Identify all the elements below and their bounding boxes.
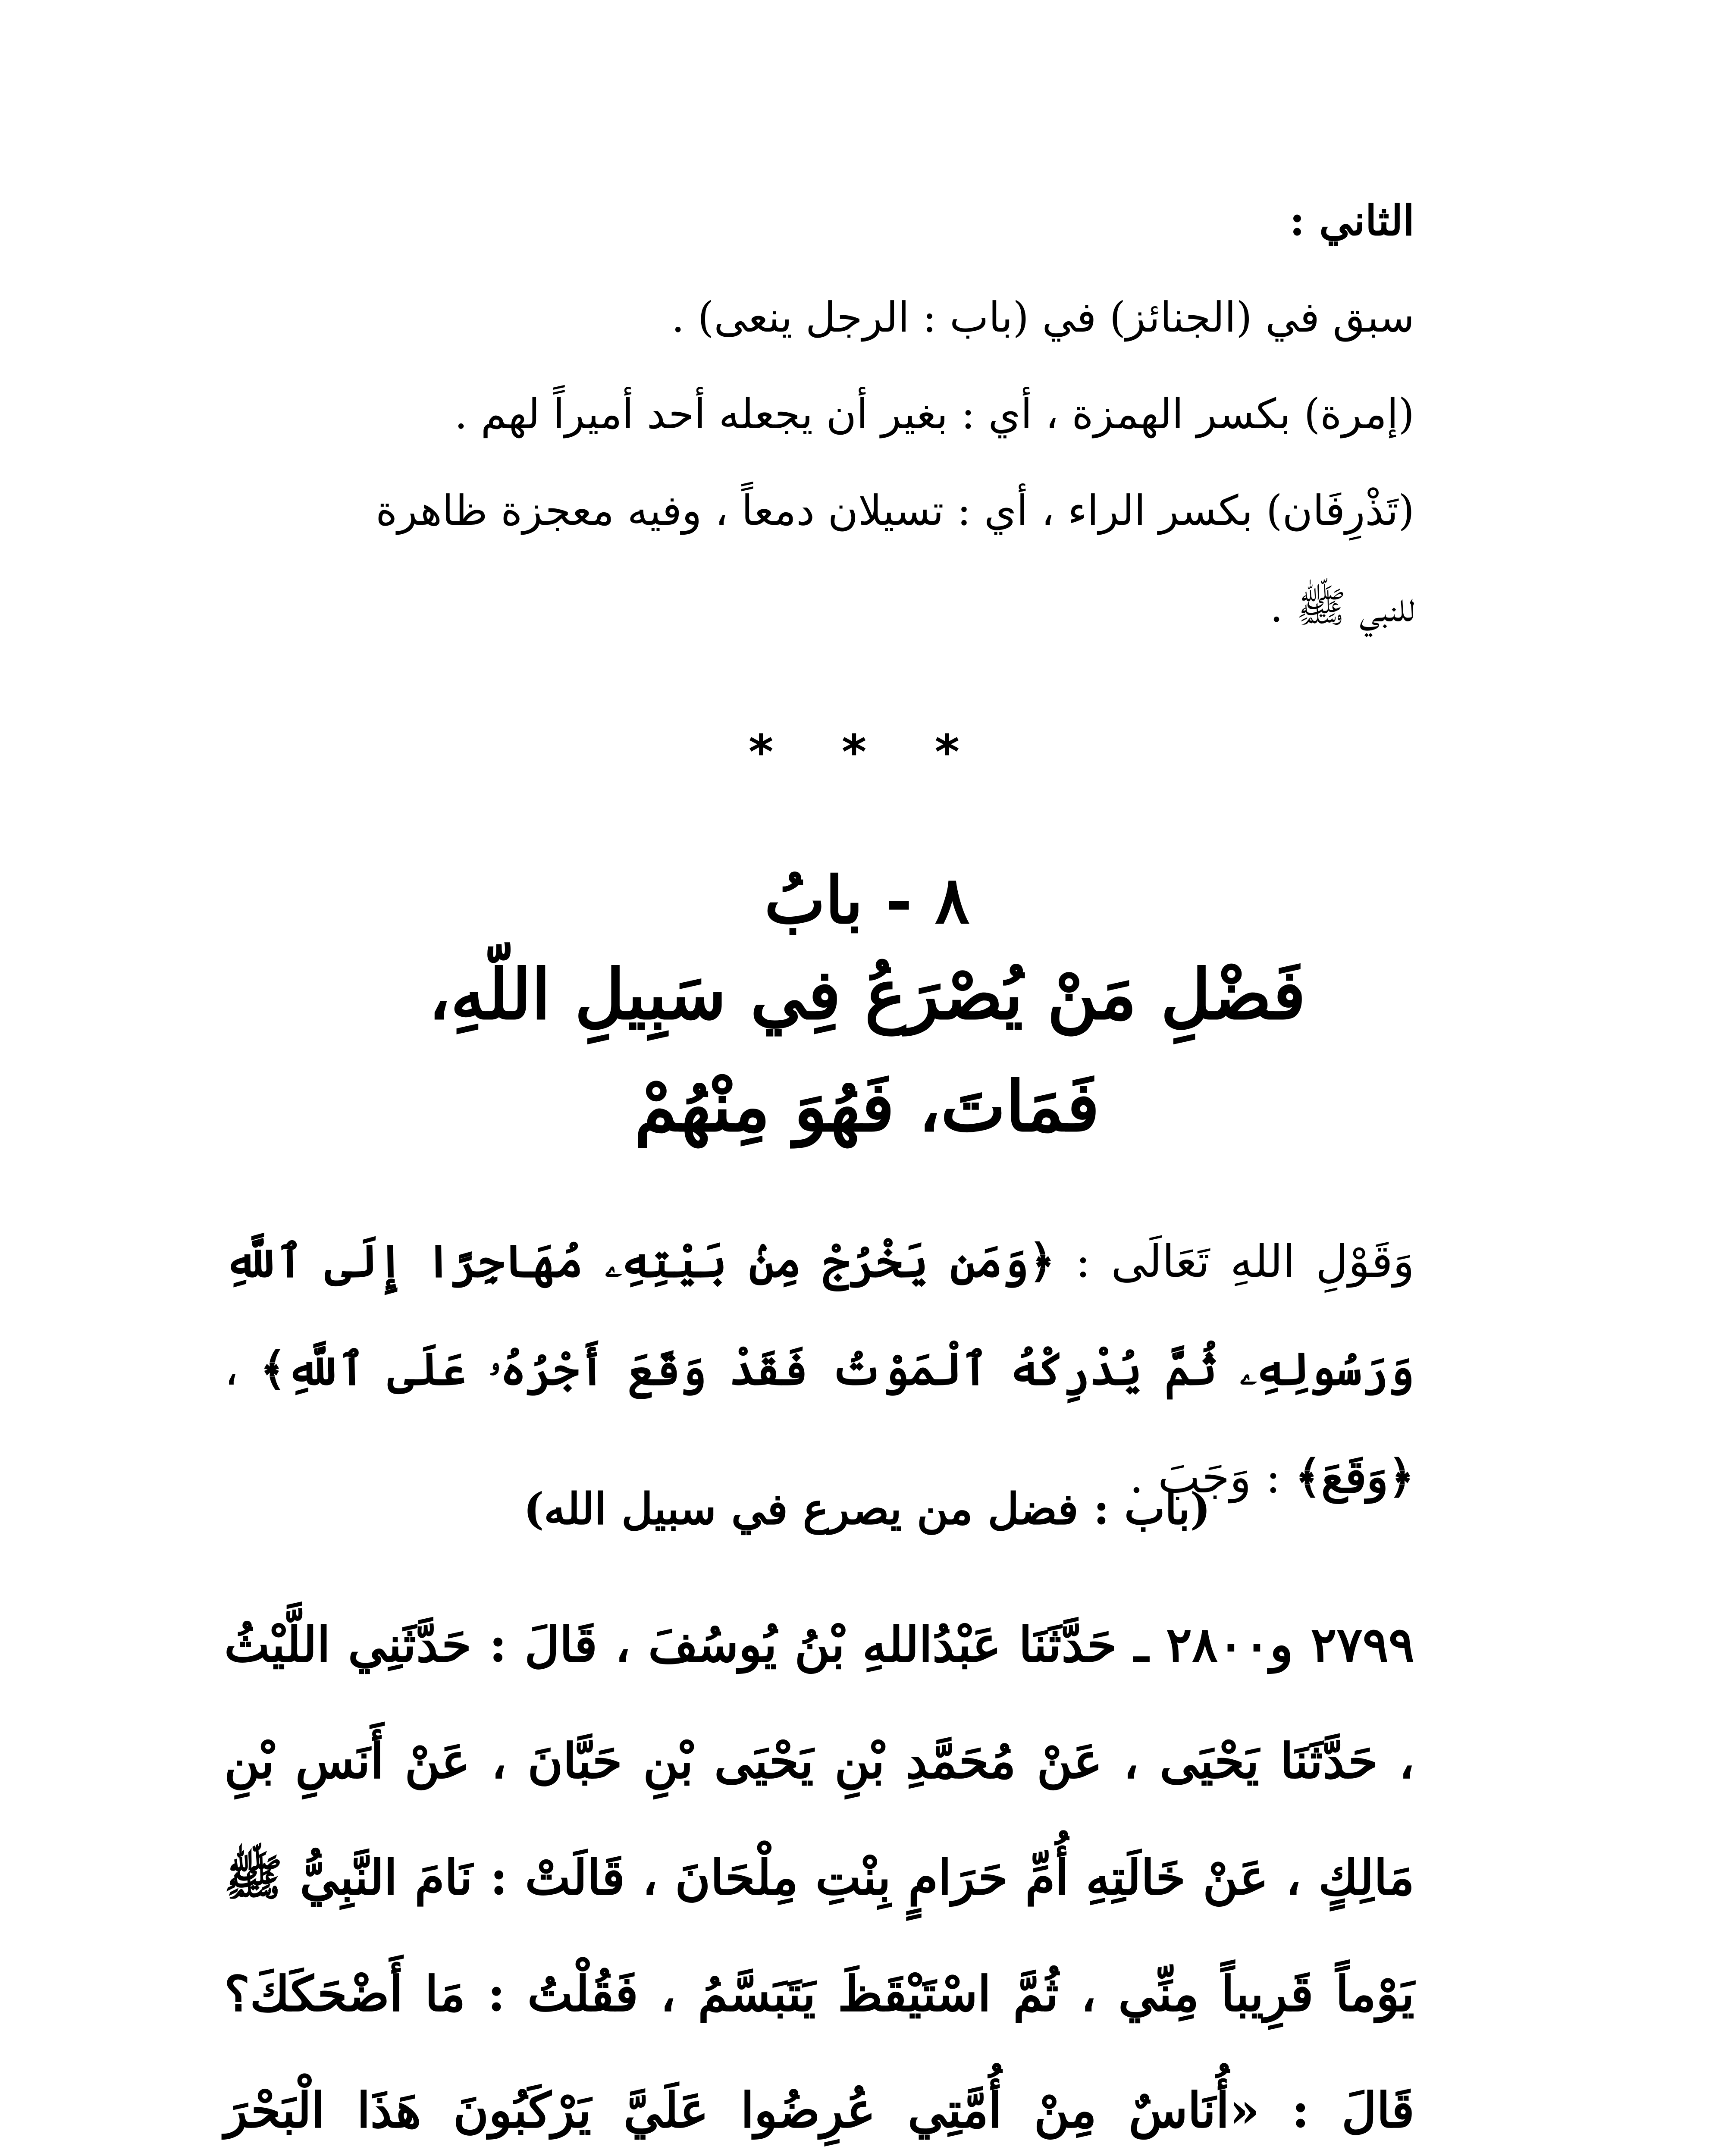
chapter-title-line-1: فَضْلِ مَنْ يُصْرَعُ فِي سَبِيلِ اللّهِ، [428, 954, 1306, 1035]
note-line: (تَذْرِفَان) بكسر الراء ، أي : تسيلان دمعاً ، وفيه معجزة ظاهرة [376, 486, 1414, 535]
chapter-heading [0, 862, 1734, 1163]
note-line: (إمرة) بكسر الهمزة ، أي : بغير أن يجعله أحد أميراً لهم . [454, 390, 1414, 438]
chapter-number: ٨ - بابُ [764, 862, 970, 938]
notes-section [224, 172, 1414, 655]
note-line: سبق في (الجنائز) في (باب : الرجل ينعى) . [671, 293, 1414, 342]
note-line: للنبي ﷺ . [1270, 583, 1414, 631]
quran-verse-paragraph [224, 1207, 1414, 1531]
quran-word: ﴿وَقَعَ﴾ [1295, 1450, 1414, 1503]
verse-separator: ، [224, 1343, 239, 1395]
section-separator: * * * [748, 724, 986, 780]
section-subtitle: (باب : فضل من يصرع في سبيل الله) [523, 1483, 1211, 1534]
quran-quote: ﴿وَمَن يَخْرُجْ مِنۢ بَيْتِهِۦ مُهَاجِرًا إِلَى ٱللَّهِ وَرَسُولِهِۦ ثُمَّ يُدْرِكْهُ ٱلْمَوْتُ فَقَدْ وَقَعَ أَجْرُهُۥ عَلَى ٱللَّهِ﴾ [224, 1235, 1414, 1395]
notes-title: الثاني : [1289, 196, 1414, 245]
word-meaning: : وَجَبَ . [1129, 1451, 1281, 1503]
hadith-paragraph: ٢٧٩٩ و٢٨٠٠ ـ حَدَّثَنَا عَبْدُاللهِ بْنُ يُوسُفَ ، قَالَ : حَدَّثَنِي اللَّيْثُ ، حَدَّثَنَا يَحْيَى ، عَنْ مُحَمَّدِ بْنِ يَحْيَى بْنِ حَبَّانَ ، عَنْ أَنَسِ بْنِ مَالِكٍ ، عَنْ خَالَتِهِ أُمِّ حَرَامٍ بِنْتِ مِلْحَانَ ، قَالَتْ : نَامَ النَّبِيُّ ﷺ يَوْماً قَرِيباً مِنِّي ، ثُمَّ اسْتَيْقَظَ يَتَبَسَّمُ ، فَقُلْتُ : مَا أَضْحَكَكَ؟ قَالَ : «أُنَاسٌ مِنْ أُمَّتِي عُرِضُوا عَلَيَّ يَرْكَبُونَ هَذَا الْبَحْرَ [224, 1617, 1415, 2139]
chapter-title-line-2: فَمَاتَ، فَهُوَ مِنْهُمْ [634, 1066, 1100, 1147]
verse-intro: وَقَوْلِ اللهِ تَعَالَى : [1075, 1235, 1415, 1288]
